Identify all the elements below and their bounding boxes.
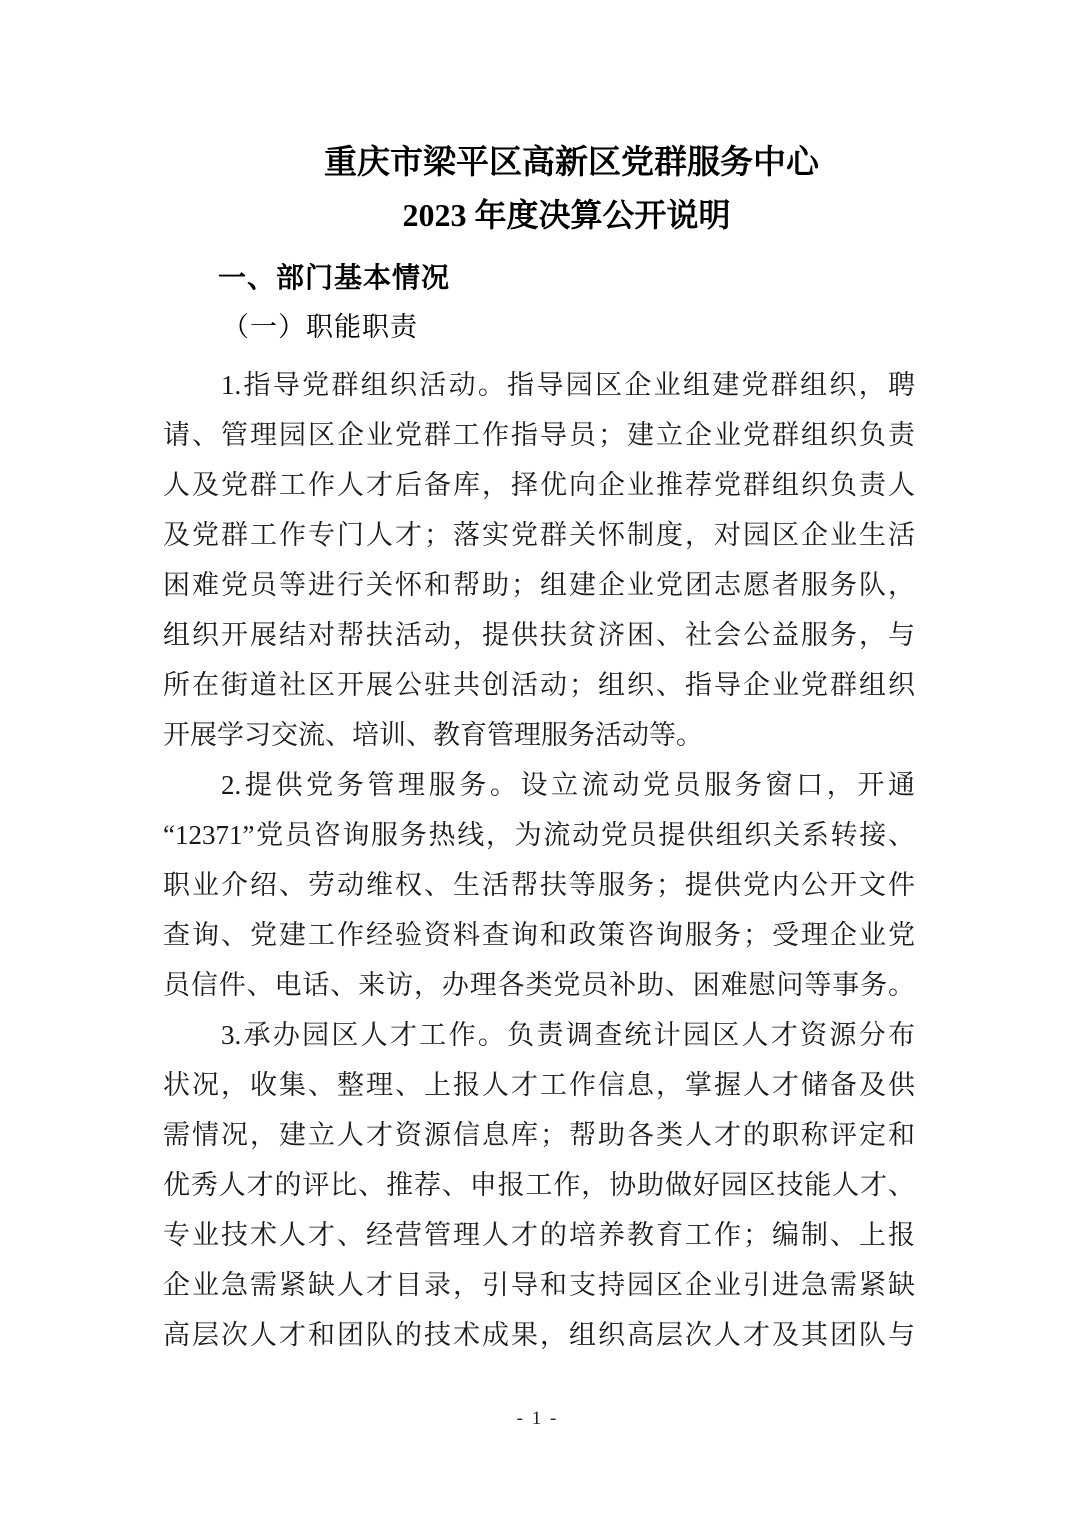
body-line: 状况，收集、整理、上报人才工作信息，掌握人才储备及供 [163,1070,915,1100]
section-heading: 一、部门基本情况 [218,262,451,293]
document-title-line1: 重庆市梁平区高新区党群服务中心 [324,145,819,181]
body-line: 2.提供党务管理服务。设立流动党员服务窗口，开通 [221,770,915,800]
body-line: 及党群工作专门人才；落实党群关怀制度，对园区企业生活 [163,520,915,550]
page-number: - 1 - [516,1408,559,1429]
body-line: 高层次人才和团队的技术成果，组织高层次人才及其团队与 [163,1320,915,1350]
body-line: 开展学习交流、培训、教育管理服务活动等。 [163,720,703,750]
body-line: 所在街道社区开展公驻共创活动；组织、指导企业党群组织 [163,670,915,700]
body-line: 员信件、电话、来访，办理各类党员补助、困难慰问等事务。 [163,970,915,1000]
body-line: 职业介绍、劳动维权、生活帮扶等服务；提供党内公开文件 [163,870,915,900]
paragraph-2 [163,760,915,1010]
body-line: 人及党群工作人才后备库，择优向企业推荐党群组织负责人 [163,470,915,500]
body-line: 查询、党建工作经验资料查询和政策咨询服务；受理企业党 [163,920,915,950]
body-line: 请、管理园区企业党群工作指导员；建立企业党群组织负责 [163,420,915,450]
document-title-line2: 2023 年度决算公开说明 [402,197,731,233]
body-line: 企业急需紧缺人才目录，引导和支持园区企业引进急需紧缺 [163,1270,915,1300]
sub-section-heading: （一）职能职责 [222,312,418,342]
body-line: “12371”党员咨询服务热线，为流动党员提供组织关系转接、 [163,820,915,850]
body-line: 需情况，建立人才资源信息库；帮助各类人才的职称评定和 [163,1120,915,1150]
body-line: 3.承办园区人才工作。负责调查统计园区人才资源分布 [221,1020,915,1050]
body-line: 1.指导党群组织活动。指导园区企业组建党群组织，聘 [221,370,915,400]
document-body [163,360,915,1360]
paragraph-1 [163,360,915,760]
body-line: 困难党员等进行关怀和帮助；组建企业党团志愿者服务队， [163,570,915,600]
body-line: 组织开展结对帮扶活动，提供扶贫济困、社会公益服务，与 [163,620,915,650]
body-line: 优秀人才的评比、推荐、申报工作，协助做好园区技能人才、 [163,1170,915,1200]
body-line: 专业技术人才、经营管理人才的培养教育工作；编制、上报 [163,1220,915,1250]
paragraph-3 [163,1010,915,1360]
